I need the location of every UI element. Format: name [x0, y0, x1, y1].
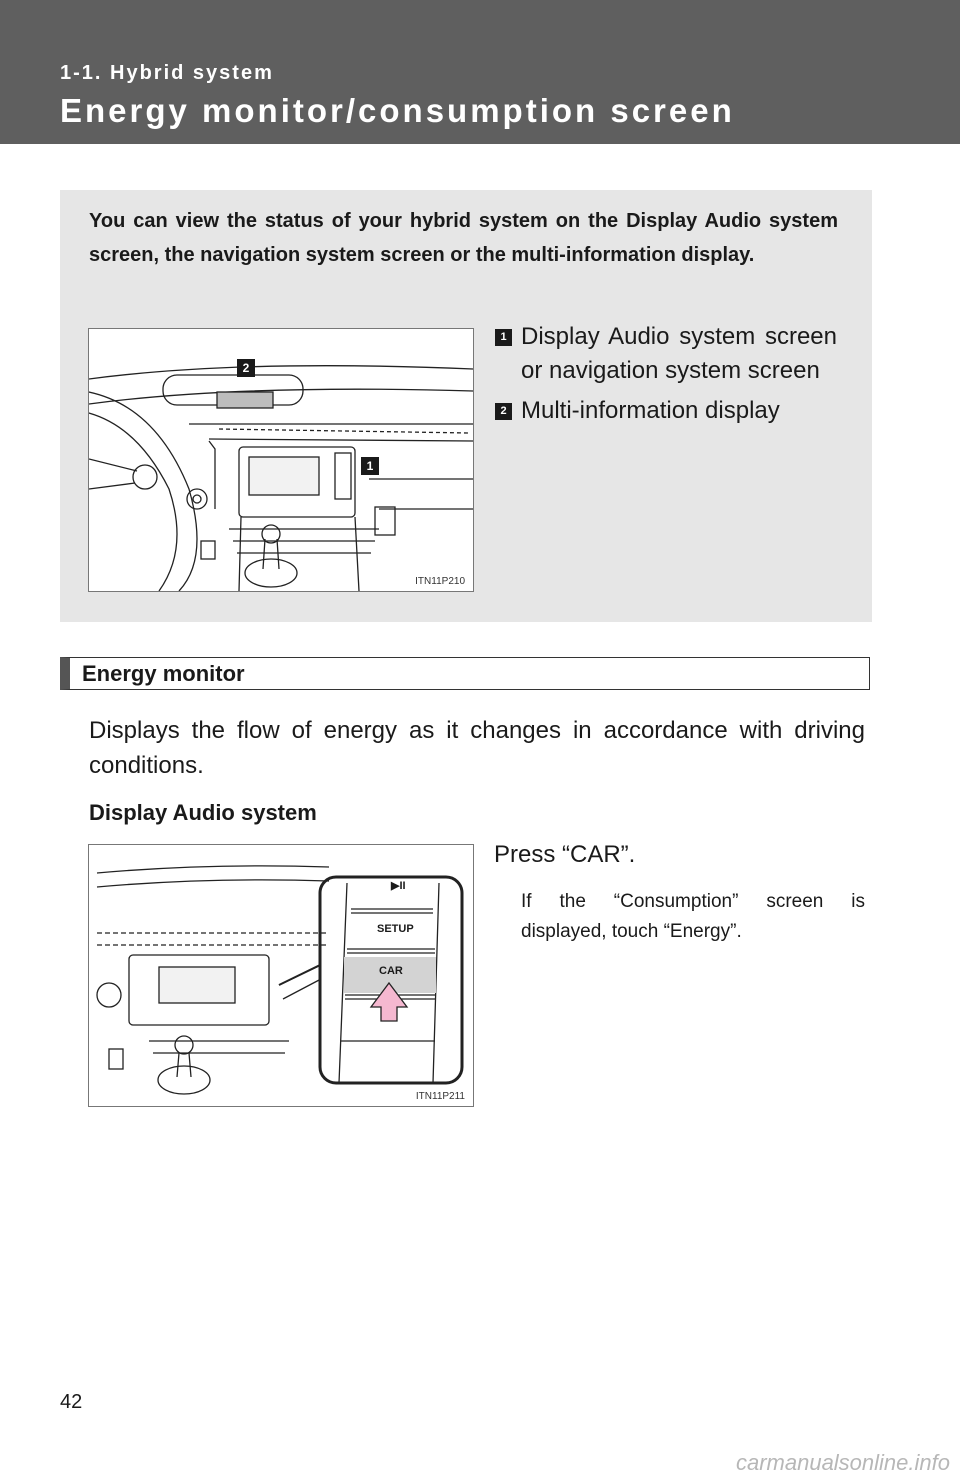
- figure-legend: [495, 320, 837, 434]
- legend-item-2: [495, 394, 837, 428]
- legend-label-1: Display Audio system screen or navigation system screen: [521, 323, 837, 384]
- section-heading: Energy monitor: [60, 657, 870, 690]
- car-button-figure: [88, 844, 474, 1107]
- intro-box: [60, 190, 872, 622]
- play-pause-label: ▶II: [391, 880, 406, 892]
- section-description: Displays the flow of energy as it changes in accordance with driving conditions.: [89, 717, 865, 779]
- figure-marker-1: 1: [361, 457, 379, 475]
- setup-button[interactable]: SETUP: [377, 923, 414, 935]
- step-note: If the “Consumption” screen is displayed, touch “Energy”.: [521, 891, 865, 942]
- section-label: 1-1. Hybrid system: [60, 62, 274, 84]
- dashboard-illustration: [89, 329, 473, 591]
- figure-marker-2: 2: [237, 359, 255, 377]
- dashboard-figure: [88, 328, 474, 592]
- step-instruction: Press “CAR”.: [494, 841, 636, 868]
- page-title: Energy monitor/consumption screen: [60, 92, 735, 129]
- watermark: carmanualsonline.info: [735, 1450, 950, 1475]
- legend-number-2: 2: [495, 403, 512, 420]
- legend-item-1: [495, 320, 837, 388]
- console-illustration: [89, 845, 473, 1106]
- subsection-heading: Display Audio system: [89, 800, 317, 825]
- figure-code: ITN11P211: [415, 1091, 465, 1102]
- figure-code: ITN11P210: [415, 576, 465, 587]
- intro-text: You can view the status of your hybrid system on the Display Audio system screen, the navigation system screen or the multi-information display.: [89, 210, 838, 266]
- legend-number-1: 1: [495, 329, 512, 346]
- page-number: 42: [60, 1391, 83, 1413]
- car-button[interactable]: CAR: [379, 965, 403, 977]
- legend-label-2: Multi-information display: [521, 397, 780, 424]
- page-header: [0, 0, 960, 144]
